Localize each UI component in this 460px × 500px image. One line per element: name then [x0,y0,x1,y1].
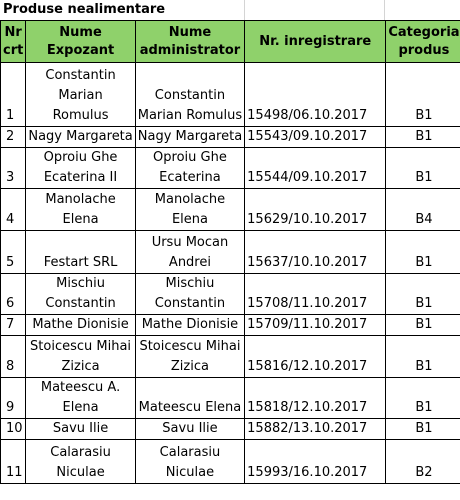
cell-line: Ecaterina II [43,170,118,185]
cell-line: Andrei [168,255,211,270]
cell-nr[interactable]: 1 [1,63,26,127]
title-row [0,0,460,21]
header-category[interactable]: Categoria produs [386,21,460,63]
cell-line: Savu Ilie [162,421,218,436]
cell-line: Zizica [170,359,209,374]
cell-line: Savu Ilie [52,421,109,436]
cell-expozant[interactable] [26,127,135,148]
cell-nr[interactable]: 9 [1,378,26,419]
cell-line: Nagy Margareta [28,129,133,144]
table-row [1,274,460,315]
cell-registration[interactable]: 15708/11.10.2017 [245,274,386,315]
cell-expozant[interactable] [26,378,135,419]
cell-line: Nagy Margareta [137,129,243,144]
table-row [1,378,460,419]
cell-administrator[interactable] [135,315,244,336]
cell-line: Calarasiu [50,445,111,460]
cell-expozant[interactable] [26,315,135,336]
table-row [1,231,460,274]
cell-line: Manolache [154,192,226,207]
cell-registration[interactable]: 15993/16.10.2017 [245,440,386,484]
cell-expozant[interactable] [26,336,135,378]
cell-nr[interactable]: 4 [1,189,26,231]
cell-registration[interactable]: 15816/12.10.2017 [245,336,386,378]
cell-expozant[interactable] [26,274,135,315]
cell-line: Mateescu Elena [138,400,242,415]
cell-category[interactable]: B1 [386,315,460,336]
cell-line: Constantin [45,296,116,311]
cell-line: Elena [171,212,208,227]
cell-line: Marian [58,88,103,103]
cell-nr[interactable]: 11 [1,440,26,484]
table-row [1,189,460,231]
cell-registration[interactable]: 15543/09.10.2017 [245,127,386,148]
cell-nr[interactable]: 7 [1,315,26,336]
cell-nr[interactable]: 2 [1,127,26,148]
cell-category[interactable]: B1 [386,378,460,419]
cell-nr[interactable]: 10 [1,419,26,440]
exhibitor-table [0,20,460,484]
cell-line: Oproiu Ghe [153,150,227,165]
cell-line: Romulus [52,108,109,123]
cell-line: Zizica [61,359,100,374]
cell-category[interactable]: B1 [386,274,460,315]
cell-line: Constantin [45,68,116,83]
cell-expozant[interactable] [26,63,135,127]
table-row [1,315,460,336]
gridline [384,0,385,20]
cell-line: Ursu Mocan [151,235,229,250]
cell-category[interactable]: B1 [386,148,460,189]
table-row [1,440,460,484]
cell-registration[interactable]: 15818/12.10.2017 [245,378,386,419]
cell-administrator[interactable] [135,336,244,378]
cell-line: Manolache [45,192,116,207]
cell-expozant[interactable] [26,189,135,231]
cell-line: Festart SRL [43,255,118,270]
sheet-title[interactable]: Produse nealimentare [3,2,166,17]
cell-registration[interactable]: 15709/11.10.2017 [245,315,386,336]
table-row [1,127,460,148]
cell-category[interactable]: B4 [386,189,460,231]
cell-line: Ecaterina [159,170,221,185]
cell-expozant[interactable] [26,231,135,274]
header-expozant[interactable]: Nume Expozant [26,21,135,63]
cell-line: Elena [62,212,99,227]
cell-expozant[interactable] [26,148,135,189]
cell-line: Mateescu A. [40,380,121,395]
table-row [1,336,460,378]
cell-line: Elena [62,400,99,415]
cell-administrator[interactable] [135,63,244,127]
cell-line: Niculae [165,465,215,480]
cell-line: Mathe Dionisie [141,317,239,332]
header-row [1,21,460,63]
cell-administrator[interactable] [135,440,244,484]
cell-line: Constantin [154,296,226,311]
cell-registration[interactable]: 15544/09.10.2017 [245,148,386,189]
cell-line: Mathe Dionisie [32,317,129,332]
header-nr[interactable]: Nr crt [1,21,26,63]
cell-line: Stoicescu Mihai [139,339,241,354]
cell-line: Constantin [154,88,226,103]
cell-administrator[interactable] [135,274,244,315]
cell-line: Oproiu Ghe [43,150,118,165]
cell-administrator[interactable] [135,189,244,231]
cell-nr[interactable]: 3 [1,148,26,189]
cell-category[interactable]: B1 [386,63,460,127]
table-row [1,148,460,189]
cell-nr[interactable]: 6 [1,274,26,315]
cell-line: Niculae [56,465,105,480]
cell-category[interactable]: B1 [386,419,460,440]
header-administrator[interactable]: Nume administrator [135,21,244,63]
cell-line: Marian Romulus [137,108,243,123]
cell-line: Calarasiu [159,445,221,460]
cell-nr[interactable]: 8 [1,336,26,378]
cell-expozant[interactable] [26,419,135,440]
cell-category[interactable]: B1 [386,127,460,148]
cell-administrator[interactable] [135,148,244,189]
cell-line: Stoicescu Mihai [30,339,132,354]
header-registration[interactable]: Nr. inregistrare [245,21,386,63]
cell-administrator[interactable] [135,127,244,148]
table-row [1,419,460,440]
cell-administrator[interactable] [135,231,244,274]
cell-administrator[interactable] [135,419,244,440]
cell-expozant[interactable] [26,440,135,484]
cell-category[interactable]: B1 [386,231,460,274]
cell-line: Mischiu [165,276,215,291]
cell-administrator[interactable] [135,378,244,419]
gridline [244,0,245,20]
cell-category[interactable]: B1 [386,336,460,378]
cell-registration[interactable]: 15882/13.10.2017 [245,419,386,440]
table-row [1,63,460,127]
cell-registration[interactable]: 15637/10.10.2017 [245,231,386,274]
cell-nr[interactable]: 5 [1,231,26,274]
cell-registration[interactable]: 15629/10.10.2017 [245,189,386,231]
cell-registration[interactable]: 15498/06.10.2017 [245,63,386,127]
cell-line: Mischiu [56,276,105,291]
cell-category[interactable]: B2 [386,440,460,484]
